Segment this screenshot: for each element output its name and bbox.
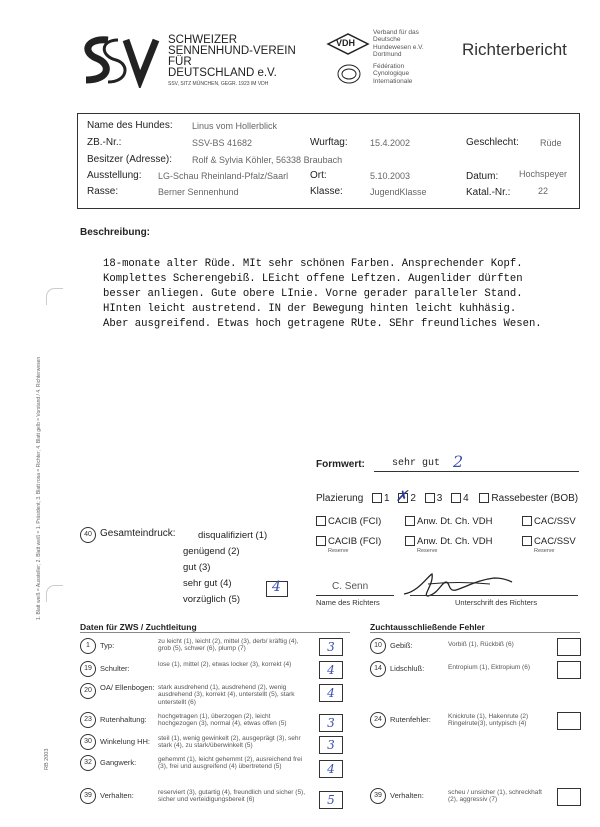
zws-row-number: 20 (80, 683, 96, 699)
geschlecht-label: Geschlecht: (466, 137, 519, 148)
fehler-row-label: Rutenfehler: (390, 715, 431, 724)
gesamt-option: disqualifiziert (1) (198, 530, 268, 541)
platzierung-row (316, 487, 579, 505)
copy-distribution-note: 1. Blatt weiß = Aussteller; 2. Blatt weiß = 1. Präsident; 3. Blatt rosa = Richter; 4. Blatt gelb = Vorstand / 4. Richterwesen (36, 356, 42, 620)
checkbox-box (405, 516, 415, 526)
formwert-handwritten: 2 (453, 452, 464, 471)
ssv-logo (78, 34, 160, 88)
club-name-line: FÜR (168, 56, 192, 68)
name-label: Name des Hundes: (87, 120, 173, 131)
zws-row-score[interactable]: 5 (319, 791, 343, 809)
zws-row-score[interactable]: 3 (319, 638, 343, 656)
zws-title: Daten für ZWS / Zuchtleitung (80, 622, 197, 632)
place-4-label: 4 (463, 493, 469, 504)
fehler-row-label: Gebiß: (390, 641, 413, 650)
vdh-text-line: Verband für das (373, 29, 419, 36)
zws-row-desc: reserviert (3), gutartig (4), freundlich und sicher (5), sicher und verteidigungsbereit (6) (158, 789, 306, 804)
rasse-value: Berner Sennenhund (158, 187, 239, 197)
club-name-line: DEUTSCHLAND e.V. (168, 67, 277, 79)
vdh-text-line: Deutsche (373, 36, 401, 44)
zws-row-score[interactable]: 4 (319, 760, 343, 778)
rasse-label: Rasse: (87, 186, 119, 197)
richter-name-label: Name des Richters (316, 598, 380, 607)
zws-row-desc: zu leicht (1), leicht (2), mittel (3), derb/ kräftig (4), grob (5), schwer (6), plump (7) (158, 638, 299, 653)
cac-reserve-label: CAC/SSV (534, 536, 576, 547)
place-4-checkbox[interactable] (451, 493, 469, 504)
zws-row-number: 32 (80, 755, 96, 771)
fehler-row-number: 10 (370, 638, 386, 654)
place-3-label: 3 (436, 493, 443, 504)
zws-row-score[interactable]: 3 (319, 736, 343, 754)
gesamt-option: gut (3) (183, 562, 211, 573)
fehler-title-line (370, 632, 580, 633)
platzierung-label: Plazierung (316, 493, 364, 504)
zws-row-label: Typ: (100, 641, 115, 650)
place-2-label: 2 (410, 493, 416, 504)
fehler-row-desc: Vorbiß (1), Rückbiß (6) (448, 641, 514, 648)
fehler-row-box[interactable] (557, 661, 581, 679)
anw-label: Anw. Dt. Ch. VDH (417, 516, 493, 527)
vdh-logo (326, 32, 370, 56)
zws-row-label: Gangwerk: (100, 758, 137, 767)
cacib-checkbox[interactable] (316, 516, 381, 527)
zws-row-label: Verhalten: (100, 791, 134, 800)
anw-checkbox[interactable] (405, 516, 493, 527)
place-1-checkbox[interactable] (372, 493, 390, 504)
ort-value: 5.10.2003 (370, 171, 411, 181)
signature-label: Unterschrift des Richters (455, 598, 538, 607)
gesamt-option: vorzüglich (5) (183, 594, 241, 605)
katal-value: 22 (538, 186, 549, 196)
katal-label: Katal.-Nr.: (466, 187, 511, 198)
bob-label: Rassebester (BOB) (491, 493, 579, 504)
check-mark-icon: ✗ (395, 487, 408, 505)
club-name (168, 35, 296, 79)
anw-reserve-checkbox[interactable] (405, 536, 493, 547)
fehler-row-number: 24 (370, 712, 386, 728)
geschlecht-value: Rüde (540, 138, 562, 148)
beschreibung-line: Aber ausgreifend. Etwas hoch getragene RUte. SEhr freundliches Wesen. (103, 318, 542, 330)
zws-row-desc: stark ausdrehend (1), ausdrehend (2), wenig ausdrehend (3), korrekt (4), unterstellt (5), stark unterstellt (6) (158, 684, 295, 706)
checkbox-box (425, 493, 435, 503)
reserve-caption: Reserve (328, 548, 349, 554)
wurftag-value: 15.4.2002 (370, 138, 411, 148)
ort-label: Ort: (310, 170, 327, 181)
checkbox-box (451, 493, 461, 503)
datum-label: Datum: (466, 171, 499, 182)
beschreibung-line: 18-monate alter Rüde. MIt sehr schönen Farben. Ansprechender Kopf. (103, 258, 523, 270)
zws-row-number: 1 (80, 638, 96, 654)
zws-row-label: Rutenhaltung: (100, 715, 147, 724)
zws-row-score[interactable]: 3 (319, 714, 343, 732)
fci-text-line: Cynologique (373, 70, 410, 78)
gesamt-option: sehr gut (4) (183, 578, 232, 589)
zb-label: ZB.-Nr.: (87, 137, 122, 148)
fehler-row-number: 39 (370, 788, 386, 804)
klasse-label: Klasse: (310, 186, 343, 197)
formwert-label: Formwert: (316, 459, 365, 470)
checkbox-box (522, 536, 532, 546)
zws-row-desc: gehemmt (1), leicht gehemmt (2), ausreichend frei (3), frei und ausgreifend (4) übertretend (5) (158, 756, 303, 771)
cac-checkbox[interactable] (522, 516, 576, 527)
checkbox-box (316, 516, 326, 526)
checkbox-box (405, 536, 415, 546)
checkbox-box (372, 493, 382, 503)
punch-hole-mark (46, 288, 63, 305)
fehler-row-desc: Entropium (1), Ektropium (6) (448, 664, 530, 671)
fehler-row-label: Verhalten: (390, 791, 424, 800)
gesamt-number: 40 (80, 527, 96, 543)
fehler-title: Zuchtausschließende Fehler (370, 622, 485, 632)
gesamt-label: Gesamteindruck: (100, 528, 176, 539)
signature-line (410, 595, 578, 596)
zws-title-line (80, 632, 350, 633)
zws-row-desc: steil (1), wenig gewinkelt (2), ausgeprägt (3), sehr stark (4), zu stark/überwinkelt (5) (158, 735, 301, 750)
bob-checkbox[interactable] (479, 493, 578, 504)
footer-code: RB 2003 (44, 748, 50, 770)
klasse-value: JugendKlasse (370, 187, 427, 197)
fehler-row-desc: Knickrute (1), Hakenrute (2) Ringelrute(3), untypisch (4) (448, 713, 529, 728)
beschreibung-line: Komplettes Scherengebiß. LEicht offene Leftzen. Augenlider dürften (103, 273, 523, 285)
zws-row-number: 30 (80, 734, 96, 750)
zws-row-score[interactable]: 4 (319, 661, 343, 679)
place-3-checkbox[interactable] (425, 493, 443, 504)
fci-logo (337, 64, 361, 89)
fehler-row-number: 14 (370, 661, 386, 677)
cac-label: CAC/SSV (534, 516, 576, 527)
gesamt-handwritten: 4 (272, 579, 281, 595)
cacib-reserve-label: CACIB (FCI) (328, 536, 382, 547)
name-value: Linus vom Hollerblick (192, 121, 278, 131)
vdh-text (373, 29, 424, 59)
cacib-label: CACIB (FCI) (328, 516, 382, 527)
zws-row-label: OA/ Ellenbogen: (100, 683, 155, 692)
place-1-label: 1 (384, 493, 390, 504)
fci-text-line: Internationale (373, 77, 413, 85)
datum-value: Hochspeyer (519, 169, 568, 179)
fehler-row-box[interactable] (557, 788, 581, 806)
zws-row-number: 23 (80, 712, 96, 728)
zws-row-desc: hochgetragen (1), überzogen (2), leicht hochgezogen (3), normal (4), etwas offen (5) (158, 713, 287, 728)
checkbox-box (522, 516, 532, 526)
zws-row-desc: lose (1), mittel (2), etwas locker (3), korrekt (4) (158, 661, 292, 668)
beschreibung-line: besser anliegen. Gute obere LInie. Vorne gerader paralleler Stand. (103, 288, 523, 300)
fehler-row-box[interactable] (557, 638, 581, 656)
formwert-line (374, 471, 579, 472)
checkbox-box (316, 536, 326, 546)
cac-reserve-checkbox[interactable] (522, 536, 576, 547)
vdh-logo-text: VDH (336, 38, 356, 48)
club-subtitle: SSV, SITZ MÜNCHEN, GEGR. 1923 IM VDH (168, 81, 269, 87)
fci-text-line: Fédération (373, 63, 405, 70)
fehler-row-desc: scheu / unsicher (1), schreckhaft (2), aggressiv (7) (448, 789, 542, 804)
cacib-reserve-checkbox[interactable] (316, 536, 381, 547)
richter-name: C. Senn (332, 581, 369, 592)
document-title: Richterbericht (462, 40, 567, 59)
beschreibung-line: HInten leicht austretend. IN der Bewegung hinten leicht kuhhäsig. (103, 303, 517, 315)
zb-value: SSV-BS 41682 (192, 138, 253, 148)
beschreibung-text (103, 242, 542, 347)
ausstellung-label: Ausstellung: (87, 170, 142, 181)
anw-reserve-label: Anw. Dt. Ch. VDH (417, 536, 493, 547)
fehler-row-label: Lidschluß: (390, 664, 425, 673)
vdh-text-line: Dortmund (373, 51, 402, 59)
club-name-line: SENNENHUND-VEREIN (168, 45, 296, 57)
zws-row-number: 39 (80, 788, 96, 804)
zws-row-label: Winkelung HH: (100, 737, 151, 746)
reserve-caption: Reserve (534, 548, 555, 554)
gesamt-option: genügend (2) (183, 546, 240, 557)
vdh-text-line: Hundewesen e.V. (373, 43, 424, 51)
besitzer-value: Rolf & Sylvia Köhler, 56338 Braubach (192, 155, 343, 165)
gesamt-options (183, 528, 267, 608)
checkbox-box (479, 493, 489, 503)
zws-row-label: Schulter: (100, 664, 130, 673)
fci-text (373, 63, 412, 85)
fehler-row-box[interactable] (557, 712, 581, 730)
reserve-caption: Reserve (417, 548, 438, 554)
beschreibung-label: Beschreibung: (80, 227, 151, 238)
formwert-typed: sehr gut (392, 458, 441, 469)
richter-name-line (316, 595, 394, 596)
wurftag-label: Wurftag: (310, 137, 348, 148)
besitzer-label: Besitzer (Adresse): (87, 154, 173, 165)
club-name-line: SCHWEIZER (168, 34, 237, 46)
zws-row-number: 19 (80, 661, 96, 677)
zws-row-score[interactable]: 4 (319, 684, 343, 702)
place-2-checkbox[interactable] (395, 487, 416, 505)
punch-hole-mark (46, 585, 63, 602)
ausstellung-value: LG-Schau Rheinland-Pfalz/Saarl (158, 171, 289, 181)
